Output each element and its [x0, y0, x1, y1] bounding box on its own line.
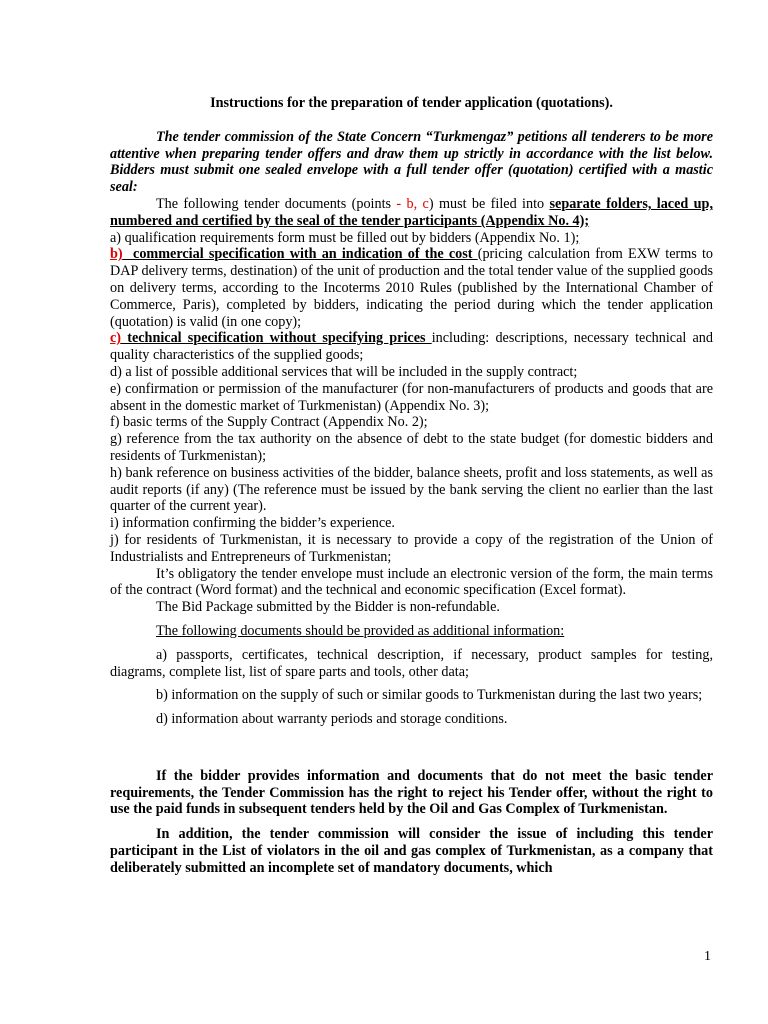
- documents-text-pre: The following tender documents (points: [156, 195, 397, 212]
- item-e: [110, 381, 713, 415]
- rejection-paragraph: If the bidder provides information and documents that do not meet the basic tender requirements, the Tender Commission has the right to reject his Tender offer, without the right to use the paid funds in subsequent tenders held by the Oil and Gas Complex of Turkmenistan.: [110, 767, 713, 818]
- nonrefundable-paragraph: The Bid Package submitted by the Bidder is non-refundable.: [156, 599, 500, 616]
- obligatory-paragraph: It’s obligatory the tender envelope must include an electronic version of the form, the main terms of the contract (Word format) and the technical and economic specification (Excel format).: [110, 565, 713, 599]
- item-c-heading: technical specification without specifying prices: [121, 330, 432, 347]
- item-f: f) basic terms of the Supply Contract (Appendix No. 2);: [110, 414, 428, 431]
- item-b-bold-spacer: [123, 246, 133, 262]
- item-c: [110, 330, 713, 364]
- intro-paragraph: The tender commission of the State Concern “Turkmengaz” petitions all tenderers to be more attentive when preparing tender offers and draw them up strictly in accordance with the list below. Bidders must submit one sealed envelope with a full tender offer (quotation) certified with a mastic seal:: [110, 128, 713, 196]
- documents-paragraph: [110, 196, 713, 230]
- item-h: h) bank reference on business activities of the bidder, balance sheets, profit and loss statements, as well as audit reports (if any) (The reference must be issued by the bank serving the client no earlier than the last quarter of the current year).: [110, 464, 713, 515]
- documents-requirement: separate folders, laced up, numbered and certified by the seal of the tender participants (Appendix No. 4);: [110, 195, 713, 229]
- item-a: [110, 230, 713, 247]
- item-e-tail: ;: [485, 397, 490, 414]
- item-b-letter: b): [110, 246, 123, 263]
- documents-points: - b, c: [396, 195, 429, 212]
- item-b-heading: commercial specification with an indication of the cost: [133, 246, 478, 263]
- additional-item-d: d) information about warranty periods and storage conditions.: [156, 711, 508, 728]
- additional-info-heading: The following documents should be provided as additional information:: [156, 622, 565, 639]
- item-c-text: including: descriptions, necessary technical and quality characteristics of the supplied goods;: [110, 330, 713, 364]
- additional-item-a: a) passports, certificates, technical description, if necessary, product samples for testing, diagrams, complete list, list of spare parts and tools, other data;: [110, 646, 713, 680]
- item-e-text: e) confirmation or permission of the manufacturer (for non-manufacturers of products and goods that are absent in the domestic market of Turkmenistan) (Appendix No. 3): [110, 380, 713, 414]
- violators-paragraph: In addition, the tender commission will consider the issue of including this tender participant in the List of violators in the oil and gas complex of Turkmenistan, as a company that deliberately submitted an incomplete set of mandatory documents, which: [110, 826, 713, 876]
- additional-item-b: b) information on the supply of such or similar goods to Turkmenistan during the last two years;: [156, 687, 703, 704]
- document-title: Instructions for the preparation of tender application (quotations).: [210, 95, 613, 111]
- item-a-text: a) qualification requirements form must be filled out by bidders (Appendix No. 1): [110, 229, 576, 246]
- item-a-tail: ;: [575, 229, 580, 246]
- document-page: [110, 95, 713, 877]
- item-g: g) reference from the tax authority on the absence of debt to the state budget (for domestic bidders and residents of Turkmenistan);: [110, 431, 713, 464]
- item-i: i) information confirming the bidder’s experience.: [110, 515, 395, 532]
- item-b: [110, 246, 713, 330]
- item-d: d) a list of possible additional services that will be included in the supply contract;: [110, 363, 578, 380]
- item-c-letter: c): [110, 330, 122, 347]
- page-number: 1: [704, 949, 711, 964]
- item-j: j) for residents of Turkmenistan, it is necessary to provide a copy of the registration of the Union of Industrialists and Entrepreneurs of Turkmenistan;: [110, 531, 713, 565]
- documents-text-mid: ) must be filed into: [428, 195, 550, 212]
- item-b-text: (pricing calculation from EXW terms to DAP delivery terms, destination) of the unit of production and the total tender value of the supplied goods on delivery terms, according to the Incoterms 2010 Rules (published by the International Chamber of Commerce, Paris), completed by bidders, indicating the period during which the tender application (quotation) is valid (in one copy);: [110, 246, 714, 330]
